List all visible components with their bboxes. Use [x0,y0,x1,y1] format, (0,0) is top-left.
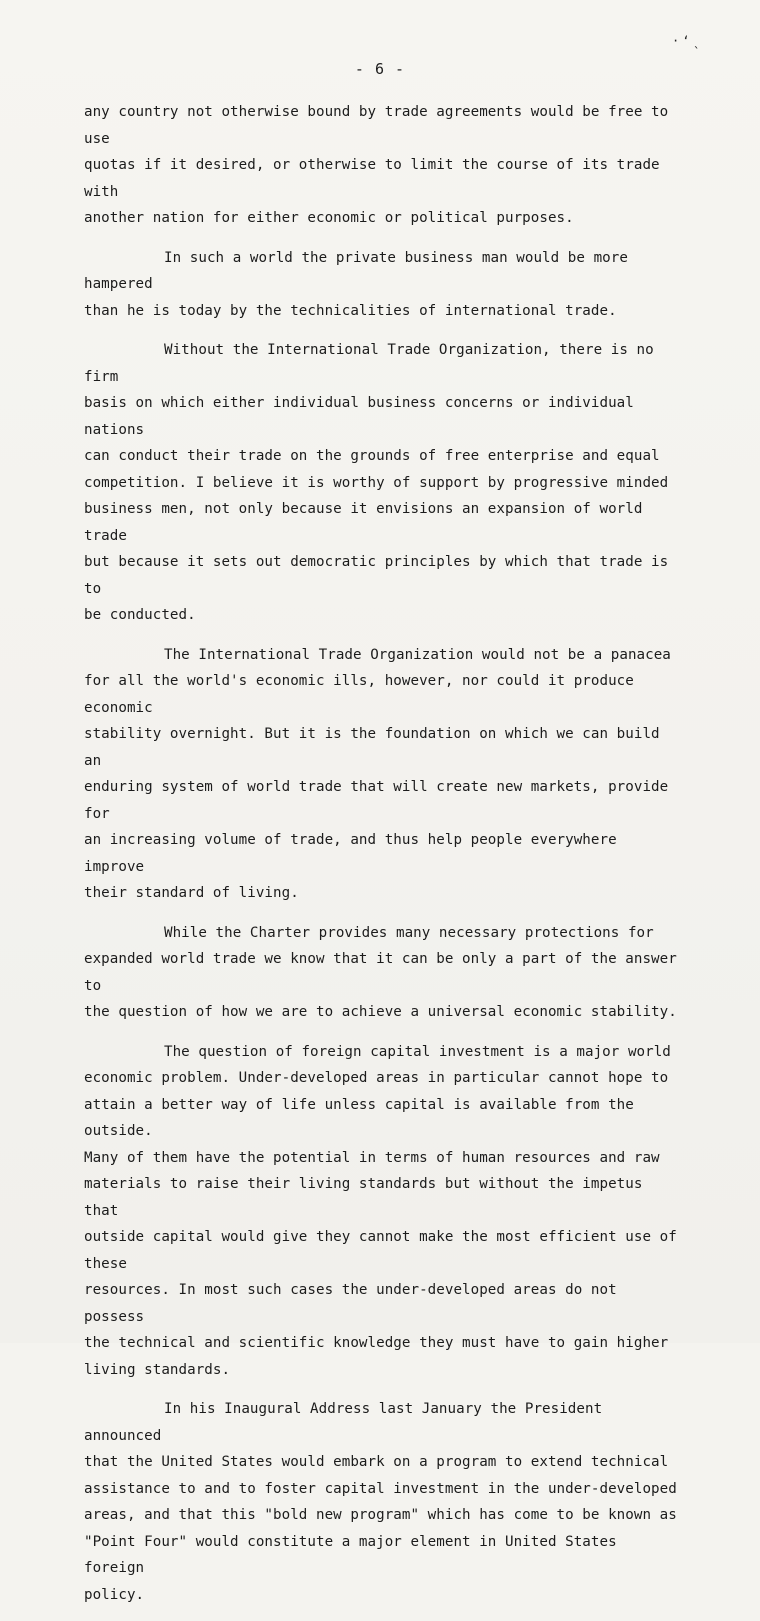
paragraph-1: any country not otherwise bound by trade agreements would be free to use quotas if it desired, or otherwise to limit the course of its trade with another nation for either economic or political purposes. [84,104,669,226]
scan-marks: ·‘ˎ [672,34,703,48]
page-number: - 6 - [354,60,406,78]
body-text [84,99,684,1621]
paragraph-2: In such a world the private business man would be more hampered than he is today by the technicalities of international trade. [84,249,628,319]
paragraph-6: The question of foreign capital investment is a major world economic problem. Under-developed areas in particular cannot hope to attain a better way of life unless capital is available from the outside. Many of them have the potential in terms of human resources and raw materials to raise their living standards but without the impetus that outside capital would give they cannot make the most efficient use of these resources. In most such cases the under-developed areas do not possess the technical and scientific knowledge they must have to gain higher living standards. [84,1043,677,1378]
paragraph-3: Without the International Trade Organization, there is no firm basis on which either individual business concerns or individual nations can conduct their trade on the grounds of free enterprise and equal competition. I believe it is worthy of support by progressive minded business men, not only because it envisions an expansion of world trade but because it sets out democratic principles by which that trade is to be conducted. [84,342,669,623]
paragraph-7: In his Inaugural Address last January the President announced that the United States would embark on a program to extend technical assistance to and to foster capital investment in the under-developed areas, and that this "bold new program" which has come to be known as "Point Four" would constitute a major element in United States foreign policy. [84,1401,677,1603]
paragraph-5: While the Charter provides many necessary protections for expanded world trade we know that it can be only a part of the answer to the question of how we are to achieve a universal economic stability. [84,924,677,1020]
paragraph-4: The International Trade Organization would not be a panacea for all the world's economic ills, however, nor could it produce economic stability overnight. But it is the foundation on which we can build an enduring system of world trade that will create new markets, provide for an increasing volume of trade, and thus help people everywhere improve their standard of living. [84,646,671,901]
